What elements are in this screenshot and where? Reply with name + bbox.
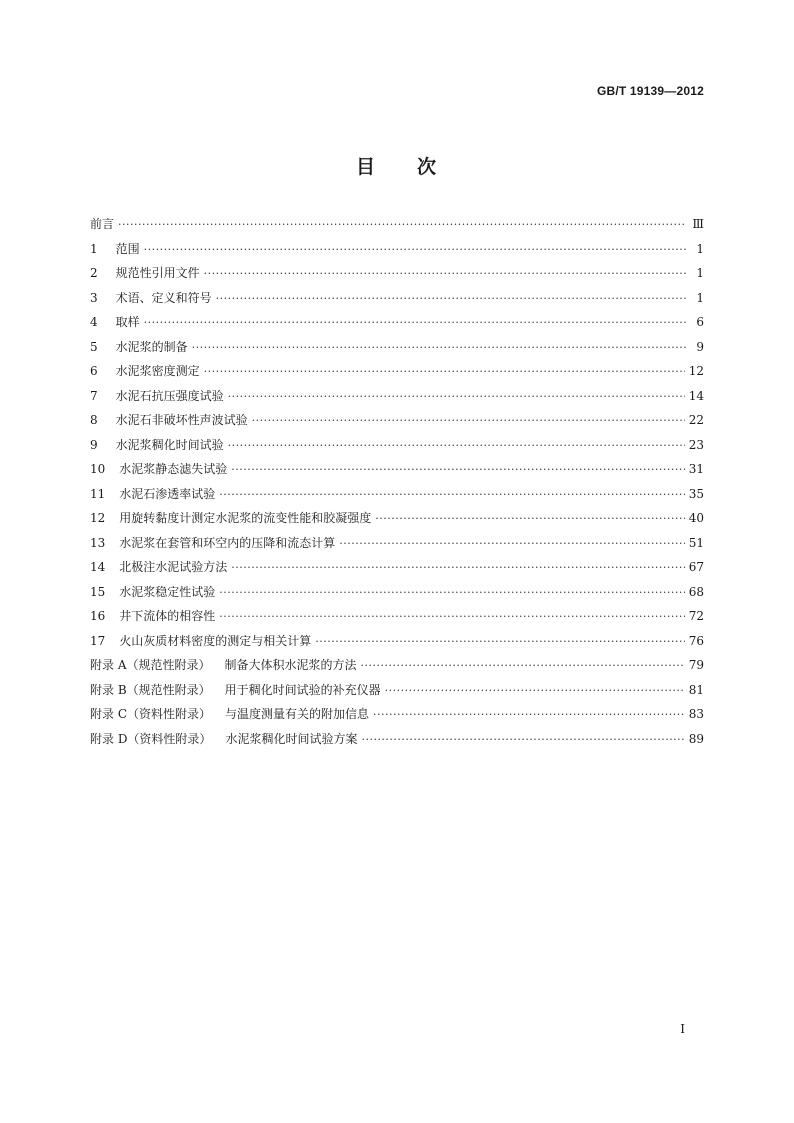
- toc-entry-page: 9: [696, 339, 704, 354]
- toc-entry-number: 17: [90, 633, 106, 648]
- toc-entry-page: 81: [688, 682, 704, 697]
- toc-entry-page: 1: [696, 266, 704, 280]
- toc-leader-dots: [216, 292, 686, 305]
- toc-leader-dots: [228, 390, 685, 403]
- toc-entry-number: 2: [90, 266, 98, 280]
- toc-entry-page: 12: [688, 364, 704, 378]
- toc-entry[interactable]: [90, 509, 704, 534]
- title-char-1: 目: [355, 156, 377, 178]
- toc-entry-page: 40: [688, 511, 704, 525]
- table-of-contents: [90, 215, 704, 754]
- toc-entry-label: 水泥浆的制备: [115, 339, 188, 354]
- toc-leader-dots: [144, 243, 686, 256]
- toc-entry-label: 北极注水泥试验方法: [119, 560, 228, 574]
- toc-entry[interactable]: [90, 632, 704, 657]
- toc-leader-dots: [385, 684, 685, 697]
- toc-entry[interactable]: [90, 558, 704, 583]
- toc-leader-dots: [219, 586, 684, 599]
- toc-leader-dots: [219, 610, 684, 623]
- toc-entry-page: 1: [696, 241, 704, 256]
- toc-entry-label: 火山灰质材料密度的测定与相关计算: [119, 633, 312, 648]
- toc-entry-page: 35: [688, 486, 704, 501]
- toc-entry-page: 22: [688, 413, 704, 427]
- toc-leader-dots: [219, 488, 684, 501]
- toc-leader-dots: [361, 659, 685, 672]
- toc-entry-page: 83: [688, 707, 704, 721]
- toc-leader-dots: [204, 365, 685, 378]
- toc-entry-label: 制备大体积水泥浆的方法: [224, 658, 357, 672]
- toc-entry-label: 水泥浆稠化时间试验方案: [225, 731, 358, 746]
- toc-entry-label: 前言: [90, 217, 115, 231]
- toc-entry-number: 附录 B（规范性附录）: [90, 682, 211, 697]
- toc-entry-label: 术语、定义和符号: [115, 290, 212, 305]
- toc-entry-page: 72: [688, 609, 704, 623]
- toc-entry-number: 11: [90, 486, 106, 501]
- toc-leader-dots: [192, 341, 686, 354]
- toc-entry-number: 附录 D（资料性附录）: [90, 731, 212, 746]
- toc-entry-number: 5: [90, 339, 98, 354]
- toc-leader-dots: [339, 537, 684, 550]
- toc-leader-dots: [228, 439, 685, 452]
- toc-entry-label: 水泥浆稠化时间试验: [115, 437, 224, 452]
- toc-leader-dots: [118, 218, 686, 231]
- toc-leader-dots: [315, 635, 684, 648]
- toc-entry-number: 附录 C（资料性附录）: [90, 707, 211, 721]
- toc-leader-dots: [252, 414, 685, 427]
- toc-entry[interactable]: [90, 362, 704, 387]
- toc-entry-number: 4: [90, 315, 98, 329]
- toc-entry[interactable]: [90, 607, 704, 632]
- toc-entry-number: 6: [90, 364, 98, 378]
- toc-leader-dots: [231, 463, 684, 476]
- toc-entry-label: 水泥浆在套管和环空内的压降和流态计算: [119, 535, 336, 550]
- toc-entry-label: 用旋转黏度计测定水泥浆的流变性能和胶凝强度: [119, 511, 372, 525]
- page-number: I: [680, 1022, 685, 1036]
- toc-entry-number: 9: [90, 437, 98, 452]
- toc-entry-number: 7: [90, 388, 98, 403]
- toc-entry-page: 67: [688, 560, 704, 574]
- toc-entry[interactable]: [90, 583, 704, 608]
- toc-entry[interactable]: [90, 387, 704, 412]
- toc-entry-page: 1: [696, 290, 704, 305]
- toc-entry-number: 15: [90, 584, 106, 599]
- toc-entry-label: 水泥石非破坏性声波试验: [115, 413, 248, 427]
- toc-entry[interactable]: [90, 705, 704, 730]
- page-title: [0, 152, 794, 179]
- toc-entry-number: 13: [90, 535, 106, 550]
- toc-entry-number: 附录 A（规范性附录）: [90, 658, 211, 672]
- toc-entry-page: 79: [688, 658, 704, 672]
- toc-entry[interactable]: [90, 411, 704, 436]
- toc-entry-page: 51: [688, 535, 704, 550]
- toc-entry[interactable]: [90, 436, 704, 461]
- toc-entry-label: 水泥石抗压强度试验: [115, 388, 224, 403]
- toc-entry-label: 水泥浆密度测定: [115, 364, 200, 378]
- toc-leader-dots: [375, 512, 684, 525]
- toc-entry[interactable]: [90, 460, 704, 485]
- toc-entry-page: 89: [688, 731, 704, 746]
- toc-entry-page: 68: [688, 584, 704, 599]
- toc-entry-label: 水泥浆稳定性试验: [119, 584, 216, 599]
- toc-entry-label: 井下流体的相容性: [119, 609, 216, 623]
- toc-entry-label: 水泥石渗透率试验: [119, 486, 216, 501]
- toc-entry[interactable]: [90, 656, 704, 681]
- toc-entry[interactable]: [90, 313, 704, 338]
- toc-entry-label: 取样: [115, 315, 140, 329]
- toc-entry-page: 76: [688, 633, 704, 648]
- toc-entry[interactable]: [90, 264, 704, 289]
- toc-entry[interactable]: [90, 338, 704, 363]
- toc-entry-label: 水泥浆静态滤失试验: [119, 462, 228, 476]
- toc-leader-dots: [373, 708, 685, 721]
- toc-entry-label: 与温度测量有关的附加信息: [225, 707, 370, 721]
- toc-entry-page: Ⅲ: [692, 217, 704, 231]
- toc-entry-label: 规范性引用文件: [115, 266, 200, 280]
- toc-entry[interactable]: [90, 534, 704, 559]
- toc-entry-label: 用于稠化时间试验的补充仪器: [224, 682, 381, 697]
- toc-entry-number: 1: [90, 241, 98, 256]
- toc-entry[interactable]: [90, 730, 704, 755]
- toc-entry[interactable]: [90, 289, 704, 314]
- title-char-2: 次: [417, 156, 439, 178]
- toc-entry-number: 12: [90, 511, 106, 525]
- toc-entry-number: 3: [90, 290, 98, 305]
- toc-entry[interactable]: [90, 215, 704, 240]
- toc-entry[interactable]: [90, 240, 704, 265]
- toc-entry-page: 31: [688, 462, 704, 476]
- toc-entry-number: 10: [90, 462, 106, 476]
- toc-leader-dots: [361, 733, 684, 746]
- toc-entry-label: 范围: [115, 241, 140, 256]
- toc-entry-number: 8: [90, 413, 98, 427]
- toc-entry[interactable]: [90, 485, 704, 510]
- toc-entry-page: 6: [696, 315, 704, 329]
- toc-entry-number: 14: [90, 560, 106, 574]
- standard-code: GB/T 19139—2012: [596, 84, 704, 98]
- toc-leader-dots: [204, 267, 686, 280]
- toc-leader-dots: [144, 316, 686, 329]
- toc-entry-page: 23: [688, 437, 704, 452]
- toc-entry[interactable]: [90, 681, 704, 706]
- toc-leader-dots: [231, 561, 684, 574]
- toc-entry-number: 16: [90, 609, 106, 623]
- toc-entry-page: 14: [688, 388, 704, 403]
